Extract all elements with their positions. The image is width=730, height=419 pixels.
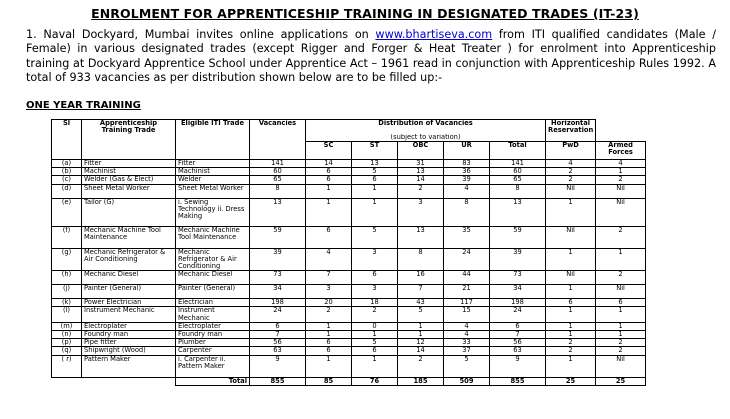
- cell-trade: Painter (General): [82, 285, 176, 299]
- table-row: [52, 285, 696, 299]
- table-row: [52, 160, 696, 168]
- cell-pwd: 2: [546, 176, 596, 184]
- cell-pwd: 1: [546, 355, 596, 377]
- header-sl: Sl: [52, 120, 82, 160]
- cell-pwd: 4: [546, 160, 596, 168]
- cell-vac: 56: [250, 339, 306, 347]
- cell-st: 0: [352, 322, 398, 330]
- cell-armed: 1: [596, 248, 646, 271]
- cell-pwd: 2: [546, 347, 596, 355]
- cell-obc: 5: [398, 307, 444, 322]
- cell-iti: Mechanic Diesel: [176, 271, 250, 285]
- cell-total: 9: [490, 355, 546, 377]
- cell-total: 34: [490, 285, 546, 299]
- cell-total: 198: [490, 299, 546, 307]
- cell-armed: 2: [596, 271, 646, 285]
- cell-armed: 2: [596, 347, 646, 355]
- cell-sl: (n): [52, 331, 82, 339]
- cell-sc: 3: [306, 285, 352, 299]
- total-obc: 185: [398, 377, 444, 385]
- cell-trade: Electroplater: [82, 322, 176, 330]
- intro-text-start: 1. Naval Dockyard, Mumbai invites online applications on: [26, 28, 376, 41]
- header-total: Total: [490, 142, 546, 160]
- cell-armed: Nil: [596, 184, 646, 198]
- cell-armed: 2: [596, 176, 646, 184]
- cell-obc: 1: [398, 322, 444, 330]
- cell-pwd: 2: [546, 168, 596, 176]
- cell-vac: 73: [250, 271, 306, 285]
- cell-ur: 33: [444, 339, 490, 347]
- table-row: [52, 248, 696, 271]
- cell-sc: 14: [306, 160, 352, 168]
- cell-pwd: 1: [546, 307, 596, 322]
- cell-st: 1: [352, 198, 398, 226]
- total-st: 76: [352, 377, 398, 385]
- header-ur: UR: [444, 142, 490, 160]
- cell-pwd: Nil: [546, 226, 596, 248]
- cell-iti: Sheet Metal Worker: [176, 184, 250, 198]
- header-iti-trade: Eligible ITI Trade: [176, 120, 250, 160]
- cell-st: 5: [352, 339, 398, 347]
- cell-total: 65: [490, 176, 546, 184]
- cell-st: 18: [352, 299, 398, 307]
- intro-paragraph: [26, 28, 716, 86]
- cell-total: 59: [490, 226, 546, 248]
- cell-total: 7: [490, 331, 546, 339]
- cell-sl: (m): [52, 322, 82, 330]
- cell-st: 2: [352, 307, 398, 322]
- cell-ur: 36: [444, 168, 490, 176]
- cell-sc: 6: [306, 176, 352, 184]
- cell-iti: Foundry man: [176, 331, 250, 339]
- cell-sc: 1: [306, 355, 352, 377]
- cell-armed: 2: [596, 339, 646, 347]
- cell-sc: 6: [306, 347, 352, 355]
- cell-vac: 6: [250, 322, 306, 330]
- cell-trade: Mechanic Refrigerator & Air Conditioning: [82, 248, 176, 271]
- cell-armed: 1: [596, 307, 646, 322]
- cell-sl: (p): [52, 339, 82, 347]
- cell-obc: 14: [398, 347, 444, 355]
- cell-sc: 6: [306, 339, 352, 347]
- header-st: ST: [352, 142, 398, 160]
- cell-sl: (l): [52, 307, 82, 322]
- cell-total: 13: [490, 198, 546, 226]
- cell-total: 8: [490, 184, 546, 198]
- cell-iti: Painter (General): [176, 285, 250, 299]
- cell-armed: Nil: [596, 198, 646, 226]
- cell-iti: Electrician: [176, 299, 250, 307]
- cell-pwd: 1: [546, 322, 596, 330]
- cell-sl: (k): [52, 299, 82, 307]
- cell-vac: 39: [250, 248, 306, 271]
- cell-st: 13: [352, 160, 398, 168]
- cell-armed: 4: [596, 160, 646, 168]
- cell-trade: Instrument Mechanic: [82, 307, 176, 322]
- cell-total: 6: [490, 322, 546, 330]
- cell-st: 5: [352, 226, 398, 248]
- cell-trade: Machinist: [82, 168, 176, 176]
- cell-total: 60: [490, 168, 546, 176]
- cell-sl: (j): [52, 285, 82, 299]
- cell-obc: 2: [398, 184, 444, 198]
- cell-sc: 20: [306, 299, 352, 307]
- cell-trade: Mechanic Diesel: [82, 271, 176, 285]
- cell-ur: 8: [444, 198, 490, 226]
- cell-st: 1: [352, 184, 398, 198]
- cell-iti: Mechanic Machine Tool Maintenance: [176, 226, 250, 248]
- cell-sl: (f): [52, 226, 82, 248]
- cell-ur: 4: [444, 331, 490, 339]
- cell-obc: 43: [398, 299, 444, 307]
- cell-sc: 1: [306, 184, 352, 198]
- cell-st: 3: [352, 248, 398, 271]
- cell-armed: 2: [596, 226, 646, 248]
- cell-sc: 4: [306, 248, 352, 271]
- cell-vac: 9: [250, 355, 306, 377]
- cell-sc: 1: [306, 331, 352, 339]
- total-armed: 25: [596, 377, 646, 385]
- cell-obc: 16: [398, 271, 444, 285]
- header-vacancies: Vacancies: [250, 120, 306, 160]
- cell-vac: 65: [250, 176, 306, 184]
- table-row: [52, 322, 696, 330]
- cell-obc: 8: [398, 248, 444, 271]
- table-row: [52, 299, 696, 307]
- cell-pwd: 2: [546, 339, 596, 347]
- cell-pwd: 1: [546, 331, 596, 339]
- website-link[interactable]: www.bhartiseva.com: [375, 28, 493, 41]
- cell-st: 6: [352, 271, 398, 285]
- cell-trade: Pipe fitter: [82, 339, 176, 347]
- cell-vac: 8: [250, 184, 306, 198]
- table-row: [52, 355, 696, 377]
- cell-iti: Welder: [176, 176, 250, 184]
- cell-st: 1: [352, 331, 398, 339]
- cell-obc: 2: [398, 355, 444, 377]
- cell-iti: i. Carpenter ii. Pattern Maker: [176, 355, 250, 377]
- table-body: [52, 160, 696, 386]
- cell-sl: (b): [52, 168, 82, 176]
- cell-sl: (d): [52, 184, 82, 198]
- cell-vac: 34: [250, 285, 306, 299]
- cell-armed: 1: [596, 322, 646, 330]
- cell-ur: 35: [444, 226, 490, 248]
- cell-trade: Pattern Maker: [82, 355, 176, 377]
- total-row: [52, 377, 696, 385]
- cell-st: 6: [352, 347, 398, 355]
- cell-sl: (c): [52, 176, 82, 184]
- cell-sc: 1: [306, 322, 352, 330]
- cell-trade: Power Electrician: [82, 299, 176, 307]
- cell-obc: 1: [398, 331, 444, 339]
- header-sc: SC: [306, 142, 352, 160]
- total-total: 855: [490, 377, 546, 385]
- header-armed-forces: Armed Forces: [596, 142, 646, 160]
- cell-iti: Machinist: [176, 168, 250, 176]
- header-trade: Apprenticeship Training Trade: [82, 120, 176, 160]
- cell-sl: (g): [52, 248, 82, 271]
- cell-iti: Instrument Mechanic: [176, 307, 250, 322]
- total-pwd: 25: [546, 377, 596, 385]
- table-row: [52, 339, 696, 347]
- cell-sl: (h): [52, 271, 82, 285]
- cell-vac: 198: [250, 299, 306, 307]
- table-row: [52, 307, 696, 322]
- cell-sl: (e): [52, 198, 82, 226]
- cell-vac: 63: [250, 347, 306, 355]
- cell-vac: 141: [250, 160, 306, 168]
- cell-total: 141: [490, 160, 546, 168]
- cell-ur: 83: [444, 160, 490, 168]
- cell-trade: Sheet Metal Worker: [82, 184, 176, 198]
- cell-pwd: 1: [546, 248, 596, 271]
- table-row: [52, 271, 696, 285]
- cell-total: 39: [490, 248, 546, 271]
- cell-obc: 13: [398, 226, 444, 248]
- intro-text-end: from ITI qualified candidates (Male / Female) in various designated trades (except Rigger and Forger & Heat Treater ) for enrolment into Apprenticeship training at Dockyard Apprentice School under Apprentice Act – 1961 read in conjunction with Apprenticeship Rules 1992. A total of 933 vacancies as per distribution shown below are to be filled up:-: [26, 28, 716, 85]
- cell-st: 5: [352, 168, 398, 176]
- cell-pwd: Nil: [546, 271, 596, 285]
- cell-total: 73: [490, 271, 546, 285]
- cell-vac: 13: [250, 198, 306, 226]
- cell-pwd: 1: [546, 285, 596, 299]
- cell-ur: 21: [444, 285, 490, 299]
- cell-obc: 13: [398, 168, 444, 176]
- cell-obc: 14: [398, 176, 444, 184]
- cell-ur: 4: [444, 322, 490, 330]
- table-row: [52, 347, 696, 355]
- cell-obc: 3: [398, 198, 444, 226]
- cell-iti: Carpenter: [176, 347, 250, 355]
- cell-vac: 7: [250, 331, 306, 339]
- cell-st: 3: [352, 285, 398, 299]
- cell-total: 63: [490, 347, 546, 355]
- cell-total: 56: [490, 339, 546, 347]
- cell-iti: Fitter: [176, 160, 250, 168]
- cell-pwd: 1: [546, 198, 596, 226]
- table-row: [52, 168, 696, 176]
- cell-ur: 24: [444, 248, 490, 271]
- table-row: [52, 226, 696, 248]
- table-row: [52, 176, 696, 184]
- cell-armed: 1: [596, 168, 646, 176]
- cell-ur: 44: [444, 271, 490, 285]
- table-row: [52, 198, 696, 226]
- total-sc: 85: [306, 377, 352, 385]
- cell-pwd: Nil: [546, 184, 596, 198]
- cell-sl: (q): [52, 347, 82, 355]
- header-distribution-note: (subject to variation): [306, 134, 546, 142]
- cell-sc: 2: [306, 307, 352, 322]
- total-blank: [52, 377, 176, 385]
- cell-armed: Nil: [596, 355, 646, 377]
- cell-iti: Electroplater: [176, 322, 250, 330]
- vacancy-table: [51, 119, 696, 386]
- cell-iti: Mechanic Refrigerator & Air Conditioning: [176, 248, 250, 271]
- total-ur: 509: [444, 377, 490, 385]
- cell-vac: 59: [250, 226, 306, 248]
- cell-iti: Plumber: [176, 339, 250, 347]
- cell-total: 24: [490, 307, 546, 322]
- page-title: ENROLMENT FOR APPRENTICESHIP TRAINING IN DESIGNATED TRADES (IT-23): [91, 6, 639, 21]
- cell-trade: Welder (Gas & Elect): [82, 176, 176, 184]
- cell-ur: 39: [444, 176, 490, 184]
- cell-sc: 1: [306, 198, 352, 226]
- table-row: [52, 184, 696, 198]
- cell-sc: 6: [306, 226, 352, 248]
- cell-vac: 24: [250, 307, 306, 322]
- total-vac: 855: [250, 377, 306, 385]
- cell-iti: i. Sewing Technology ii. Dress Making: [176, 198, 250, 226]
- cell-obc: 7: [398, 285, 444, 299]
- header-pwd: PwD: [546, 142, 596, 160]
- cell-ur: 37: [444, 347, 490, 355]
- cell-sl: ( r): [52, 355, 82, 377]
- cell-st: 1: [352, 355, 398, 377]
- cell-armed: 6: [596, 299, 646, 307]
- cell-sc: 7: [306, 271, 352, 285]
- header-distribution: Distribution of Vacancies: [306, 120, 546, 134]
- cell-trade: Tailor (G): [82, 198, 176, 226]
- cell-obc: 31: [398, 160, 444, 168]
- cell-ur: 5: [444, 355, 490, 377]
- cell-st: 6: [352, 176, 398, 184]
- table-row: [52, 331, 696, 339]
- cell-sc: 6: [306, 168, 352, 176]
- cell-ur: 4: [444, 184, 490, 198]
- cell-sl: (a): [52, 160, 82, 168]
- header-obc: OBC: [398, 142, 444, 160]
- cell-ur: 117: [444, 299, 490, 307]
- cell-obc: 12: [398, 339, 444, 347]
- cell-ur: 15: [444, 307, 490, 322]
- cell-trade: Mechanic Machine Tool Maintenance: [82, 226, 176, 248]
- total-label: Total: [176, 377, 250, 385]
- cell-armed: 1: [596, 331, 646, 339]
- header-horizontal-reservation: Horizontal Reservation: [546, 120, 596, 142]
- cell-trade: Shipwright (Wood): [82, 347, 176, 355]
- cell-armed: Nil: [596, 285, 646, 299]
- section-heading: ONE YEAR TRAINING: [26, 100, 141, 111]
- cell-vac: 60: [250, 168, 306, 176]
- cell-trade: Foundry man: [82, 331, 176, 339]
- cell-pwd: 6: [546, 299, 596, 307]
- cell-trade: Fitter: [82, 160, 176, 168]
